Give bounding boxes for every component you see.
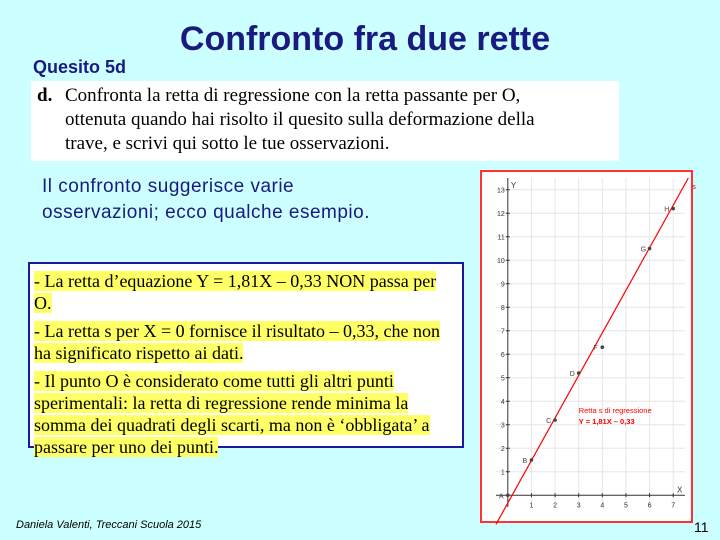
x-tick-label: 6 — [647, 502, 652, 510]
y-axis-label: Y — [510, 181, 517, 190]
y-tick-label: 9 — [500, 281, 505, 289]
point-label: G — [640, 246, 647, 254]
intro-text: Il confronto suggerisce varie osservazioni; ecco qualche esempio. — [42, 176, 371, 223]
annotation-title: Retta s di regressione — [578, 406, 652, 415]
y-tick-label: 3 — [500, 422, 505, 430]
question-line: ottenuta quando hai risolto il quesito sulla deformazione della — [65, 109, 535, 130]
footer-credit: Daniela Valenti, Treccani Scuola 2015 — [16, 519, 202, 531]
question-line: trave, e scrivi qui sotto le tue osservazioni. — [65, 133, 390, 154]
observation-item: - Il punto O è considerato come tutti gli altri punti sperimentali: la retta di regressione rende minima la somma dei quadrati degli scarti, ma non è ‘obbligata’ a passare per uno dei punti. — [34, 371, 430, 457]
question-letter: d. — [37, 85, 53, 106]
y-tick-label: 11 — [497, 234, 505, 242]
point-label: C — [546, 418, 552, 426]
point-label: F — [593, 345, 598, 353]
quesito-label: Quesito 5d — [33, 57, 127, 77]
regression-graph — [480, 170, 696, 523]
x-tick-label: 4 — [600, 502, 605, 510]
data-point — [506, 493, 510, 497]
y-tick-label: 8 — [500, 304, 505, 312]
data-point — [577, 371, 581, 375]
observations-box — [28, 262, 464, 457]
point-label: A — [498, 493, 504, 501]
annotation-equation: Y = 1,81X – 0,33 — [578, 417, 635, 426]
regression-chart — [482, 172, 696, 521]
x-tick-label: 1 — [529, 502, 534, 510]
question-line: Confronta la retta di regressione con la retta passante per O, — [65, 85, 521, 106]
y-tick-label: 6 — [500, 351, 505, 359]
regression-line — [496, 178, 688, 524]
data-point — [553, 418, 557, 422]
point-label: B — [522, 458, 528, 465]
y-tick-label: 7 — [500, 328, 505, 336]
y-tick-label: 2 — [500, 445, 505, 453]
data-point — [530, 458, 534, 462]
y-tick-label: 5 — [500, 375, 505, 383]
x-tick-label: 7 — [671, 502, 676, 510]
x-tick-label: 3 — [576, 502, 581, 510]
y-tick-label: 4 — [500, 398, 505, 406]
line-name-label: s — [692, 184, 696, 192]
x-tick-label: 2 — [553, 502, 558, 510]
x-axis-label: X — [677, 485, 683, 495]
data-point — [648, 247, 652, 251]
point-label: H — [664, 206, 670, 214]
y-tick-label: 13 — [497, 187, 505, 195]
data-point — [601, 345, 605, 349]
y-tick-label: 10 — [497, 257, 505, 265]
y-tick-label: 12 — [497, 210, 505, 218]
page-number: 11 — [694, 519, 709, 535]
slide-title: Confronto fra due rette — [179, 20, 551, 58]
data-point — [671, 207, 675, 211]
y-tick-label: 1 — [500, 469, 505, 477]
observation-item: - La retta s per X = 0 fornisce il risultato – 0,33, che non ha significato rispetto ai dati. — [34, 321, 441, 363]
question-box — [31, 81, 619, 161]
point-label: D — [569, 371, 575, 379]
x-tick-label: 5 — [623, 502, 628, 510]
observation-item: - La retta d’equazione Y = 1,81X – 0,33 NON passa per O. — [34, 271, 437, 313]
